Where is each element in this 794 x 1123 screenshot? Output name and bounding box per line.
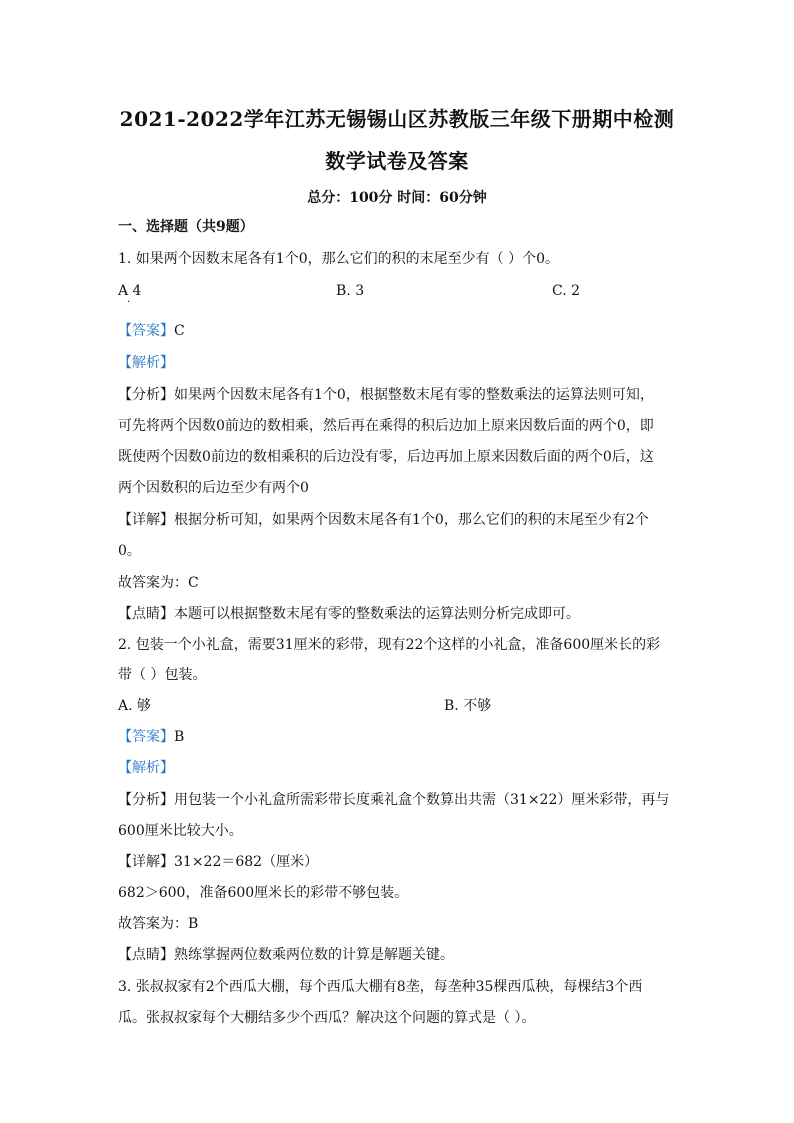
exam-title-line2: 数学试卷及答案 <box>325 149 469 173</box>
q2-answer: B <box>174 729 185 745</box>
analysis-tag: 【解析】 <box>118 355 174 371</box>
dianjing-tag: 【点睛】 <box>118 606 174 622</box>
q1-option-b: B. 3 <box>336 283 365 299</box>
q2-dianjing-text: 熟练掌握两位数乘两位数的计算是解题关键。 <box>174 947 454 963</box>
q2-fenxi-text: 用包装一个小礼盒所需彩带长度乘礼盒个数算出共需（31×22）厘米彩带，再与 <box>174 792 670 808</box>
q2-final-answer: 故答案为：B <box>118 916 199 932</box>
q2-option-a: A. 够 <box>118 698 152 714</box>
q1-answer: C <box>174 323 185 339</box>
q1-answer-row <box>118 321 683 341</box>
q2-xiangjie-line: 682＞600，准备600厘米长的彩带不够包装。 <box>118 885 409 901</box>
section-heading: 一、选择题（共9题） <box>118 219 254 235</box>
q1-xiangjie-line: 0。 <box>118 543 141 559</box>
dianjing-tag: 【点睛】 <box>118 947 174 963</box>
q1-fenxi-line: 可先将两个因数0前边的数相乘，然后再在乘得的积后边加上原来因数后面的两个0，即 <box>118 418 654 434</box>
q2-analysis-row <box>118 758 683 778</box>
q2-answer-row <box>118 727 683 747</box>
answer-tag: 【答案】 <box>118 729 174 745</box>
q1-option-a: A 4 <box>118 283 142 299</box>
q2-stem-line: 带（ ）包装。 <box>118 667 207 683</box>
fenxi-tag: 【分析】 <box>118 792 174 808</box>
xiangjie-tag: 【详解】 <box>118 854 174 870</box>
q1-analysis-row <box>118 353 683 373</box>
fenxi-tag: 【分析】 <box>118 387 174 403</box>
q2-dianjing-line <box>118 945 683 965</box>
q2-xiangjie-line <box>118 852 683 872</box>
q2-option-b: B. 不够 <box>444 698 492 714</box>
q2-fenxi-line <box>118 790 683 810</box>
q1-option-c: C. 2 <box>552 283 581 299</box>
exam-title-line1: 2021-2022学年江苏无锡锡山区苏教版三年级下册期中检测 <box>119 107 675 131</box>
option-dot-mark: · <box>127 297 131 308</box>
q1-stem: 1. 如果两个因数末尾各有1个0，那么它们的积的末尾至少有（ ）个0。 <box>118 251 559 267</box>
q1-xiangjie-line <box>118 510 683 530</box>
q1-fenxi-line: 既使两个因数0前边的数相乘积的后边没有零，后边再加上原来因数后面的两个0后，这 <box>118 449 654 465</box>
q1-fenxi-line: 两个因数积的后边至少有两个0 <box>118 480 309 496</box>
q1-dianjing-line <box>118 604 683 624</box>
q1-xiangjie-text: 根据分析可知，如果两个因数末尾各有1个0，那么它们的积的末尾至少有2个 <box>174 512 649 528</box>
q1-dianjing-text: 本题可以根据整数末尾有零的整数乘法的运算法则分析完成即可。 <box>174 606 580 622</box>
answer-tag: 【答案】 <box>118 323 174 339</box>
q3-stem-line: 3. 张叔叔家有2个西瓜大棚，每个西瓜大棚有8垄，每垄种35棵西瓜秧，每棵结3个西 <box>118 979 643 995</box>
exam-meta: 总分：100分 时间：60分钟 <box>307 190 487 206</box>
q3-stem-line: 瓜。张叔叔家每个大棚结多少个西瓜？解决这个问题的算式是（ ）。 <box>118 1010 536 1026</box>
q1-fenxi-line <box>118 385 683 405</box>
analysis-tag: 【解析】 <box>118 760 174 776</box>
q2-fenxi-line: 600厘米比较大小。 <box>118 823 243 839</box>
q1-fenxi-text: 如果两个因数末尾各有1个0，根据整数末尾有零的整数乘法的运算法则可知， <box>174 387 654 403</box>
q2-xiangjie-text: 31×22＝682（厘米） <box>174 854 319 870</box>
q2-stem-line: 2. 包装一个小礼盒，需要31厘米的彩带，现有22个这样的小礼盒，准备600厘米长的彩 <box>118 637 661 653</box>
xiangjie-tag: 【详解】 <box>118 512 174 528</box>
q1-final-answer: 故答案为：C <box>118 575 199 591</box>
